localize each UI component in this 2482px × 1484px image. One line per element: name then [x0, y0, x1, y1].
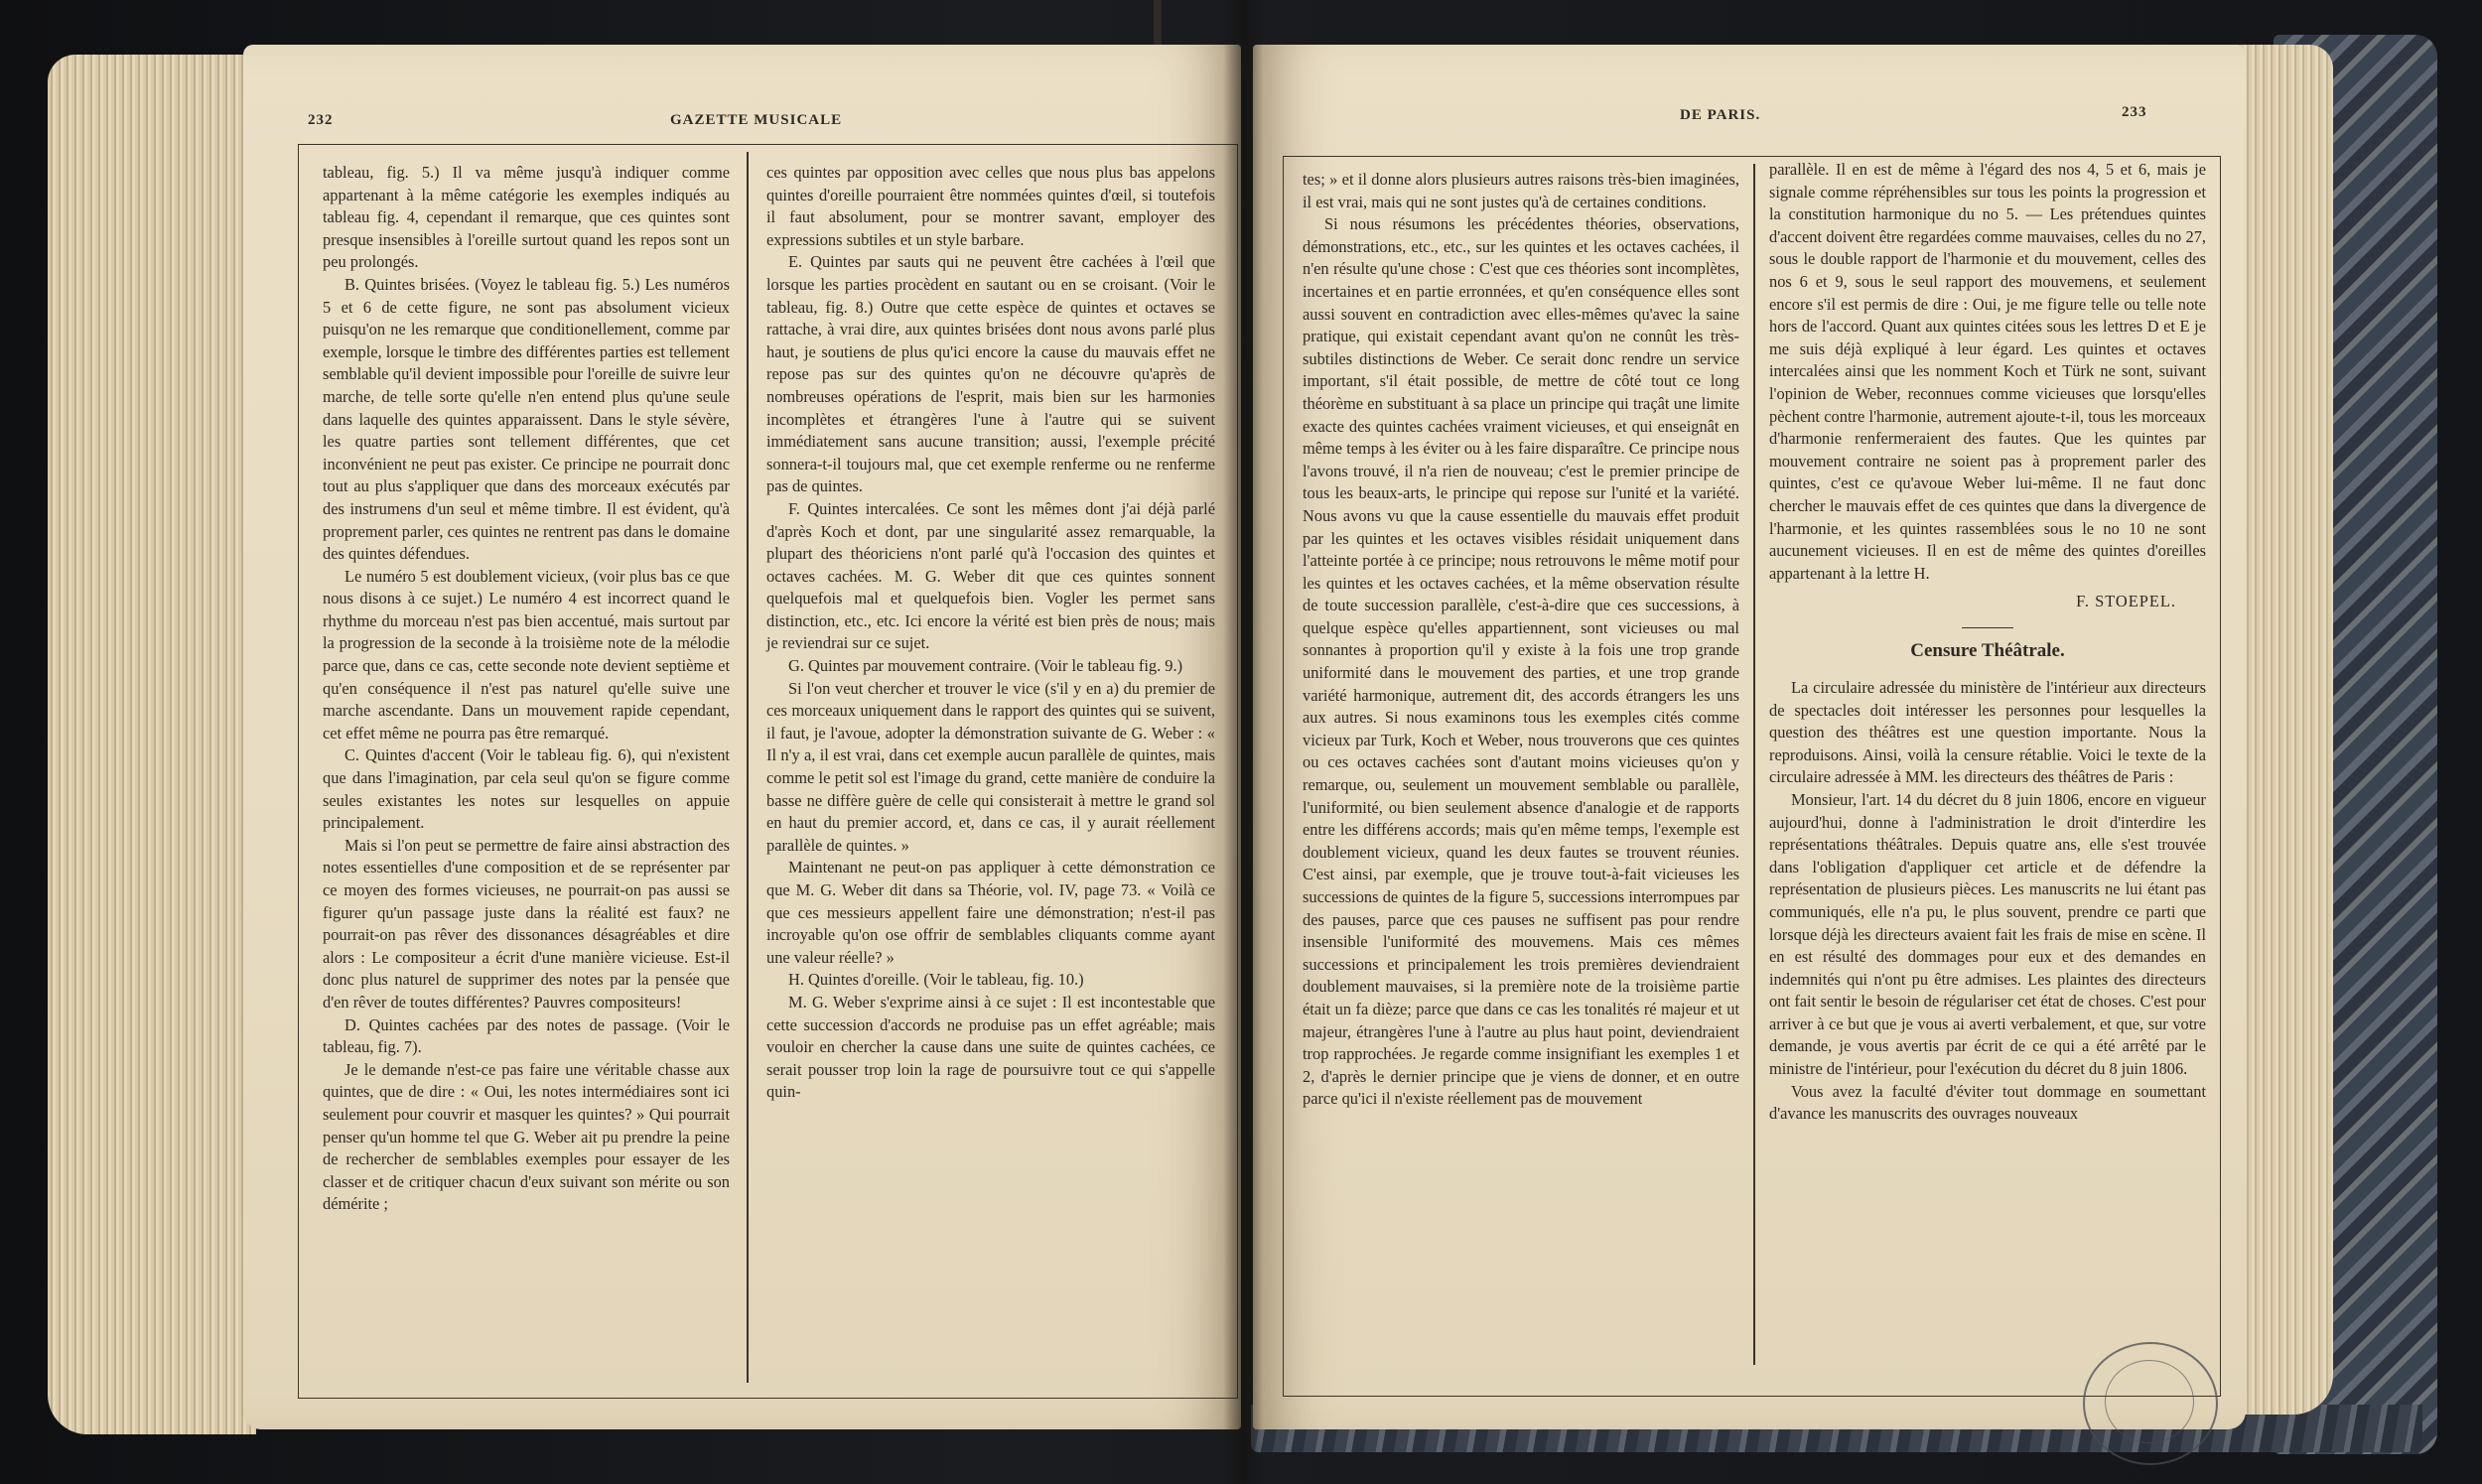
paragraph: C. Quintes d'accent (Voir le tableau fig. 6), qui n'existent que dans l'imagination, par cela seul qu'on se figure comme seules existantes les notes sur lesquelles on appuie principalement. — [323, 745, 730, 833]
paragraph: G. Quintes par mouvement contraire. (Voir le tableau fig. 9.) — [788, 656, 1183, 676]
left-running-head: GAZETTE MUSICALE — [670, 112, 843, 128]
paragraph: La circulaire adressée du ministère de l'intérieur aux directeurs de spectacles doit intéresser les personnes pour lesquelles la question des théâtres est une question importante. Nous la reproduisons. Ainsi, voilà la censure rétablie. Voici le texte de la circulaire adressée à MM. les directeurs des théâtres de Paris : — [1769, 677, 2206, 787]
paragraph: Je le demande n'est-ce pas faire une véritable chasse aux quintes, que de dire : « Oui, les notes intermédiaires sont ici seulement pour couvrir et masquer les quintes? » Qui pourrait penser qu'un homme tel que G. Weber ait pu prendre la peine de rechercher de semblables exemples pour essayer de les classer et de critiquer chacun d'eux suivant son mérite ou son démérite ; — [323, 1059, 730, 1214]
right-page — [1253, 45, 2246, 1429]
paragraph: H. Quintes d'oreille. (Voir le tableau, fig. 10.) — [788, 970, 1084, 990]
paragraph: tableau, fig. 5.) Il va même jusqu'à indiquer comme appartenant à la même catégorie les exemples indiqués au tableau fig. 4, cependant il remarque, que ces quintes sont presque insensibles à l'oreille surtout quand les repos sont un peu prolongés. — [323, 163, 730, 272]
right-column-1 — [1303, 169, 1739, 1111]
paragraph: Le numéro 5 est doublement vicieux, (voir plus bas ce que nous disons à ce sujet.) Le numéro 4 est incorrect quand le rhythme du morceau n'est pas bien accentué, mais surtout par la progression de la seconde à la troisième note de la mélodie parce que, dans ce cas, cette seconde note devient septième et qu'en conséquence il n'est pas naturel qu'elle suive une marche ascendante. Dans un mouvement rapide cependant, cet effet même ne pourra pas être remarqué. — [323, 566, 730, 742]
paragraph: Si nous résumons les précédentes théories, observations, démonstrations, etc., etc., sur les quintes et les octaves cachées, il n'en résulte qu'une chose : C'est que ces théories sont incomplètes, incertaines et en partie erronnées, et qu'en conséquence elles sont aussi souvent en contradiction avec elles-mêmes qu'avec la saine pratique, qui existait cependant avant qu'on ne connût les très-subtiles distinctions de Weber. Ce serait donc rendre un service important, s'il était possible, de mettre de côté tout ce long théorème en substituant à sa place un principe qui traçât une limite exacte des quintes cachées vraiment vicieuses, et qui enseignât en même temps à les éviter ou à les faire disparaître. Ce principe nous l'avons trouvé, il n'a rien de nouveau; c'est le premier principe de tous les beaux-arts, le principe qui repose sur l'unité et la variété. Nous avons vu que la cause essentielle du mauvais effet produit par les quintes et les octaves visibles résidait uniquement dans l'atteinte portée à ce principe; nous retrouvons le même motif pour les quintes et les octaves cachées, et la même observation résulte de toute succession parallèle, c'est-à-dire que ces successions, à quelque espèce qu'elles appartiennent, sont vicieuses ou mal sonnantes à proportion qu'il y existe à la fois une trop grande uniformité dans le mouvement des parties, et une trop grande variété harmonique, autrement dit, des accords étrangers les uns aux autres. Si nous examinons tous les exemples cités comme vicieux par Turk, Koch et Weber, nous trouverons que ces quintes ou ces octaves cachées sont d'autant moins vicieuses qu'on y remarque, ou, seulement un mouvement semblable ou parallèle, l'uniformité, ou bien seulement absence d'analogie et de rapports entre les différens accords; mais qu'en même temps, l'exemple est doublement vicieux, quand les deux fautes se trouvent réunies. C'est ainsi, par exemple, que je trouve tout-à-fait vicieuses les successions de quintes de la figure 5, successions interrompues par des pauses, parce que ces pauses ne suffisent pas pour rendre insensible l'uniformité des mouvemens. Mais ces mêmes successions et principalement les trois premières deviendraient doublement mauvaises, si la première note de la troisième partie était un fa dièze; parce que dans ce cas les tonalités ré majeur et ut majeur, étrangères l'une à l'autre au plus haut point, deviendraient trop rapprochées. Je regarde comme insignifiant les exemples 1 et 2, d'après le dernier principe que je viens de donner, et en outre parce qu'ici il n'existe réellement pas de mouvement — [1303, 214, 1739, 1109]
paragraph: Maintenant ne peut-on pas appliquer à cette démonstration ce que M. G. Weber dit dans sa Théorie, vol. IV, page 73. « Voilà ce que ces messieurs appellent faire une démonstration; n'est-il pas incroyable qu'on ose offrir de semblables cliquants comme ayant une valeur réelle? » — [766, 858, 1215, 967]
library-stamp-inner-ring — [2105, 1360, 2194, 1443]
paragraph: Si l'on veut chercher et trouver le vice (s'il y en a) du premier de ces morceaux uniquement dans le rapport des quintes qui se suivent, il faut, je l'avoue, adopter la démonstration suivante de G. Weber : « Il n'y a, il est vrai, dans cet exemple aucun parallèle de quintes, mais comme le petit sol est l'image du grand, cette manière de conduire la basse ne diffère guère de celle qui consisterait à mettre le grand sol en haut du premier accord, et, dans ce cas, il y aurait réellement parallèle de quintes. » — [766, 678, 1215, 855]
paragraph: B. Quintes brisées. (Voyez le tableau fig. 5.) Les numéros 5 et 6 de cette figure, ne sont pas absolument vicieux puisqu'on ne les remarque que conditionellement, comme par exemple, lorsque le timbre des différentes parties est tellement semblable qu'il devient impossible pour l'oreille de suivre leur marche, de telle sorte qu'elle n'en entend plus qu'une seule dans laquelle des quintes apparaissent. Dans le style sévère, les quatre parties sont tellement différentes, que cet inconvénient ne peut pas exister. Ce principe ne pourrait donc tout au plus s'appliquer que dans des morceaux exécutés par des instrumens d'un seul et même timbre. Il est évident, qu'à proprement parler, ces quintes ne rentrent pas dans le domaine des quintes défendues. — [323, 274, 730, 564]
right-column-rule — [1753, 164, 1755, 1365]
paragraph: ces quintes par opposition avec celles que nous plus bas appelons quintes d'oreille pourraient être nommées quintes d'œil, si toutefois il faut absolument, pour se montrer savant, employer des expressions subtiles et un style barbare. — [766, 163, 1215, 249]
book-gutter-shadow — [1223, 0, 1263, 1484]
left-column-2 — [766, 162, 1215, 1104]
left-page — [243, 45, 1241, 1429]
paragraph: M. G. Weber s'exprime ainsi à ce sujet : Il est incontestable que cette succession d'accords ne produise pas un effet agréable; mais vouloir en chercher la cause dans une suite de quintes cachées, ce serait pousser trop loin la rage de poursuivre tout ce qui s'appelle quin- — [766, 992, 1215, 1102]
paragraph: tes; » et il donne alors plusieurs autres raisons très-bien imaginées, il est vrai, mais qui ne sont justes qu'à de certaines conditions. — [1303, 170, 1739, 211]
right-running-head: DE PARIS. — [1680, 107, 1761, 123]
section-divider — [1962, 627, 2013, 629]
right-column-2 — [1769, 159, 2206, 1126]
paragraph: Mais si l'on peut se permettre de faire ainsi abstraction des notes essentielles d'une composition et de se représenter par ce moyen des formes vicieuses, ne pourrait-on pas aussi se figurer qu'un passage juste dans la réalité est faux? ne pourrait-on pas rêver des dissonances désagréables et dire alors : Le compositeur a écrit d'une manière vicieuse. Est-il donc plus naturel de supprimer des notes par la pensée que d'en rêver de toutes différentes? Pauvres compositeurs! — [323, 835, 730, 1012]
paragraph: parallèle. Il en est de même à l'égard des nos 4, 5 et 6, mais je signale comme répréhensibles sur tous les points la progression et la constitution harmonique du no 5. — Les prétendues quintes d'accent doivent être regardées comme mauvaises, celles du no 27, sous le double rapport de l'harmonie et du mouvement, celles des nos 6 et 9, sous le seul rapport des mouvemens, et seulement encore s'il est permis de dire : Oui, je me figure telle ou telle note hors de l'accord. Quant aux quintes citées sous les lettres D et E je me suis déjà expliqué à leur égard. Les quintes et octaves intercalées ainsi que les nomment Koch et Türk ne sont, suivant l'opinion de Weber, reconnues comme vicieuses que lorsqu'elles pèchent contre l'harmonie, autrement ajoute-t-il, tous les morceaux d'harmonie renfermeraient des fautes. Que les quintes par mouvement contraire ne soient pas à proprement parler des quintes, c'est ce qu'avoue Weber lui-même. Il ne faut donc chercher le mauvais effet de ces quintes que dans la divergence de l'harmonie, et les quintes rassemblées sous le no 10 ne sont aucunement vicieuses. Il en est de même des quintes d'oreilles appartenant à la lettre H. — [1769, 160, 2206, 583]
left-column-rule — [747, 152, 749, 1383]
left-column-1 — [323, 162, 730, 1216]
section-title: Censure Théâtrale. — [1910, 640, 2065, 662]
paragraph: F. Quintes intercalées. Ce sont les mêmes dont j'ai déjà parlé d'après Koch et dont, par une singularité assez remarquable, la plupart des théoriciens n'ont parlé qu'à l'occasion des quintes et octaves cachées. M. G. Weber dit que ces quintes sonnent quelquefois mal et quelquefois bien. Vogler les permet sans distinction, etc., etc. Ici encore la vérité est bien près de nous; mais je reviendrai sur ce sujet. — [766, 498, 1215, 653]
right-page-number: 233 — [2122, 104, 2147, 120]
paragraph: D. Quintes cachées par des notes de passage. (Voir le tableau, fig. 7). — [323, 1014, 730, 1057]
author-signature: F. STOEPEL. — [2076, 592, 2176, 611]
paragraph: Monsieur, l'art. 14 du décret du 8 juin 1806, encore en vigueur aujourd'hui, donne à l'administration le droit d'interdire les représentations théâtrales. Depuis quatre ans, elle s'est trouvée dans l'obligation d'appliquer cet article et de défendre la représentation de plusieurs pièces. Les manuscrits ne lui étant pas communiqués, elle n'a pu, le plus souvent, prendre ce parti que lorsque déjà les directeurs avaient fait les frais de mise en scène. Il en est résulté des dommages pour eux et des demandes en indemnités qui n'ont pu être admises. Les plaintes des directeurs ont fait sentir le besoin de régulariser cet état de choses. C'est pour arriver à ce but que je vous ai averti verbalement, et que, sur votre demande, je vous avertis par écrit de ce qui a été arrêté par le ministre de l'intérieur, pour l'exécution du décret du 8 juin 1806. — [1769, 789, 2206, 1079]
paragraph: Vous avez la faculté d'éviter tout dommage en soumettant d'avance les manuscrits des ouvrages nouveaux — [1769, 1081, 2206, 1124]
left-page-number: 232 — [308, 112, 334, 128]
page-edges-left — [48, 55, 256, 1434]
paragraph: E. Quintes par sauts qui ne peuvent être cachées à l'œil que lorsque les parties procèdent en sautant ou en se croisant. (Voir le tableau, fig. 8.) Outre que cette espèce de quintes et octaves se rattache, à vrai dire, aux quintes brisées dont nous avons parlé plus haut, je soutiens de plus qu'ici encore la cause du mauvais effet ne repose pas sur des quintes qu'on ne découvre qu'après de nombreuses opérations de l'esprit, mais bien sur les harmonies incomplètes et étrangères l'une à l'autre qui se suivent immédiatement sans aucune transition; aussi, l'exemple précité sonnera-t-il toujours mal, que cet exemple renferme ou ne renferme pas de quintes. — [766, 252, 1215, 496]
